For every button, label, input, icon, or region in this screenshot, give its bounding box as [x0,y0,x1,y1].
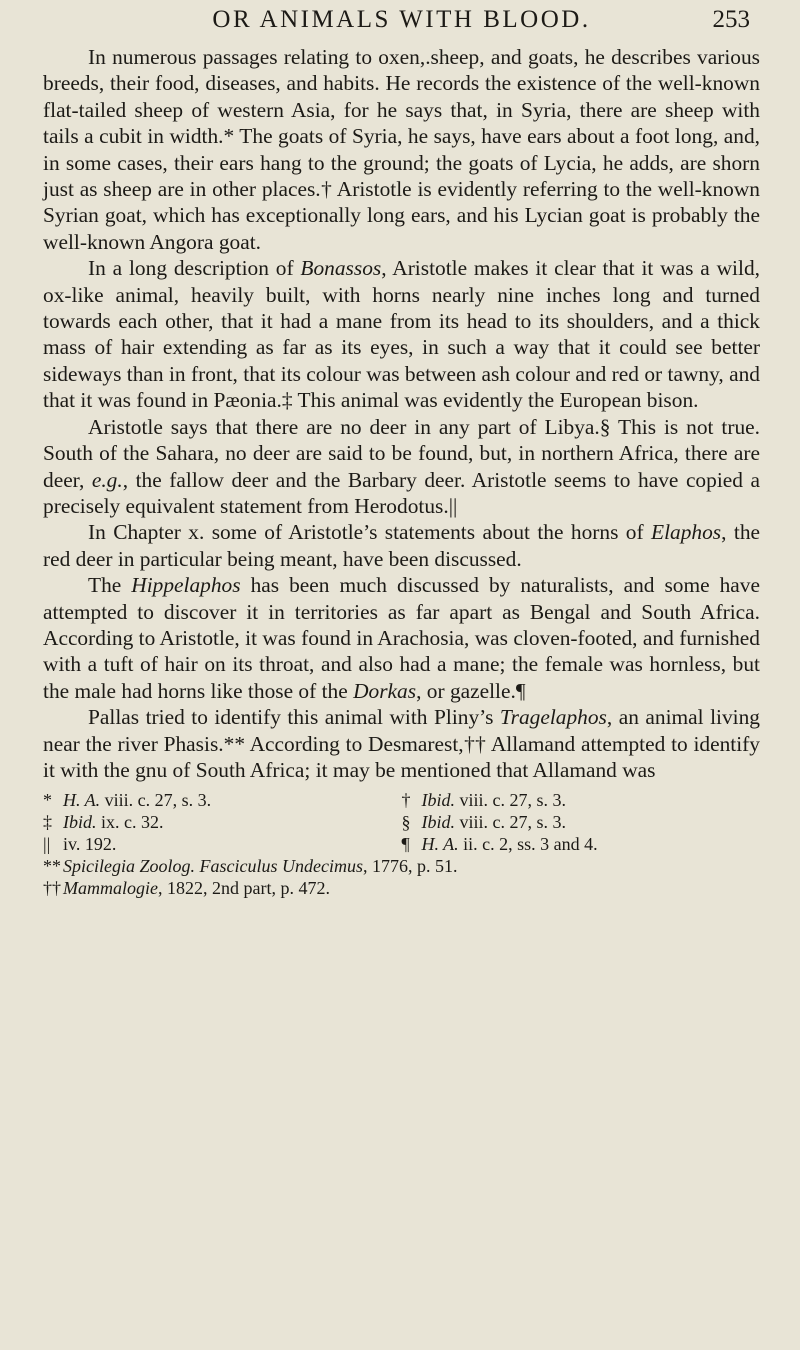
footnote-mark: * [43,790,52,811]
footnote-mark: ¶ [401,834,410,855]
text-run: , Aristotle makes it clear that it was a wild, ox-like animal, heavily built, with horns nearly nine inches long and turned towards each other, that it had a mane from its head to its shoulders, and a thick mass of hair extending as far as its eyes, in such a way that it could see better sideways than in front, that its colour was between ash colour and red or tawny, and that it was found in Pæonia.‡ This animal was evidently the European bison. [43,256,760,413]
running-head [43,4,760,38]
footnote-mark: ‡ [43,812,52,833]
footnotes [43,789,760,899]
text-run: , 1776, p. 51. [362,856,458,877]
text-run: In numerous passages relating to oxen,.sheep, and goats, he describes various breeds, their food, diseases, and habits. He records the existence of the well-known flat-tailed sheep of western Asia, for he says that, in Syria, there are sheep with tails a cubit in width.* The goats of Syria, he says, have ears about a foot long, and, in some cases, their ears hang to the ground; the goats of Lycia, he adds, are shorn just as sheep are in other places.† Aristotle is evidently referring to the well-known Syrian goat, which has exceptionally long ears, and his Lycian goat is probably the well-known Angora goat. [43,45,760,254]
text-run: viii. c. 27, s. 3. [100,790,212,811]
running-title: OR ANIMALS WITH BLOOD. [212,6,591,33]
italic-text: Mammalogie [63,878,158,899]
footnote-text [422,834,598,854]
footnote-row [43,811,760,833]
text-run: , the red deer in particular being meant, have been discussed. [43,520,761,571]
footnote-text [422,812,567,832]
footnote [43,789,402,811]
text-run: In a long description of [88,256,301,281]
text-run: ix. c. 32. [96,812,164,833]
text-run: , 1822, 2nd part, p. 472. [157,878,330,899]
footnote-text [63,878,330,898]
footnote-mark: † [401,790,411,811]
text-run: , an animal living near the river Phasis.** According to Desmarest,†† Allamand attempted to identify it with the gnu of South Africa; it may be mentioned that Allamand was [43,705,760,782]
footnote [43,833,402,855]
text-run: viii. c. 27, s. 3. [455,812,566,833]
italic-text: H. A. [63,790,101,811]
footnote [402,811,761,833]
footnote-row [43,789,760,811]
text-run: In Chapter x. some of Aristotle’s statements about the horns of [88,520,652,545]
paragraph [43,572,760,704]
footnote [43,811,402,833]
italic-text: Bonassos [300,256,382,281]
paragraph [43,519,760,572]
footnote-mark: †† [43,878,61,899]
text-run: iv. 192. [63,834,117,855]
footnote [43,877,760,899]
italic-text: Dorkas [353,678,417,703]
italic-text: e.g. [91,467,123,492]
text-run: Aristotle says that there are no deer in any part of Libya.§ This is not true. South of the Sahara, no deer are said to be found, but, in northern Africa, there are deer, [43,414,760,492]
footnote [402,833,761,855]
text-run: Pallas tried to identify this animal with Pliny’s [88,705,500,730]
italic-text: Tragelaphos [499,705,607,730]
text-run: has been much discussed by naturalists, and some have attempted to discover it in territories as far apart as Bengal and South Africa. According to Aristotle, it was found in Arachosia, was cloven-footed, and furnished with a tuft of hair on its throat, and also had a mane; the female was hornless, but the male had horns like those of the [43,573,760,703]
footnote-text [63,834,116,854]
italic-text: Elaphos [651,520,722,545]
page-number: 253 [712,6,750,33]
paragraph [43,704,760,783]
italic-text: Hippelaphos [131,573,241,598]
text-run: The [88,573,132,598]
footnote-text [63,790,211,810]
footnote-mark: § [401,812,411,833]
footnote [402,789,761,811]
footnote [43,855,760,877]
footnote-mark: ** [43,856,61,877]
italic-text: Spicilegia Zoolog. Fasciculus Undecimus [63,856,363,877]
italic-text: Ibid. [421,812,455,833]
footnote-mark: || [43,834,51,855]
text-run: ii. c. 2, ss. 3 and 4. [458,834,598,855]
footnote-text [422,790,567,810]
italic-text: H. A. [421,834,459,855]
text-run: viii. c. 27, s. 3. [455,790,566,811]
italic-text: Ibid. [421,790,455,811]
paragraph [43,414,760,520]
paragraph [43,44,760,255]
footnote-row [43,833,760,855]
body-text [43,44,760,783]
text-run: , the fallow deer and the Barbary deer. Aristotle seems to have copied a precisely equivalent statement from Herodotus.|| [43,467,760,518]
footnote-text [63,856,457,876]
text-run: , or gazelle.¶ [416,678,526,703]
italic-text: Ibid. [63,812,97,833]
footnote-text [63,812,164,832]
paragraph [43,255,760,413]
